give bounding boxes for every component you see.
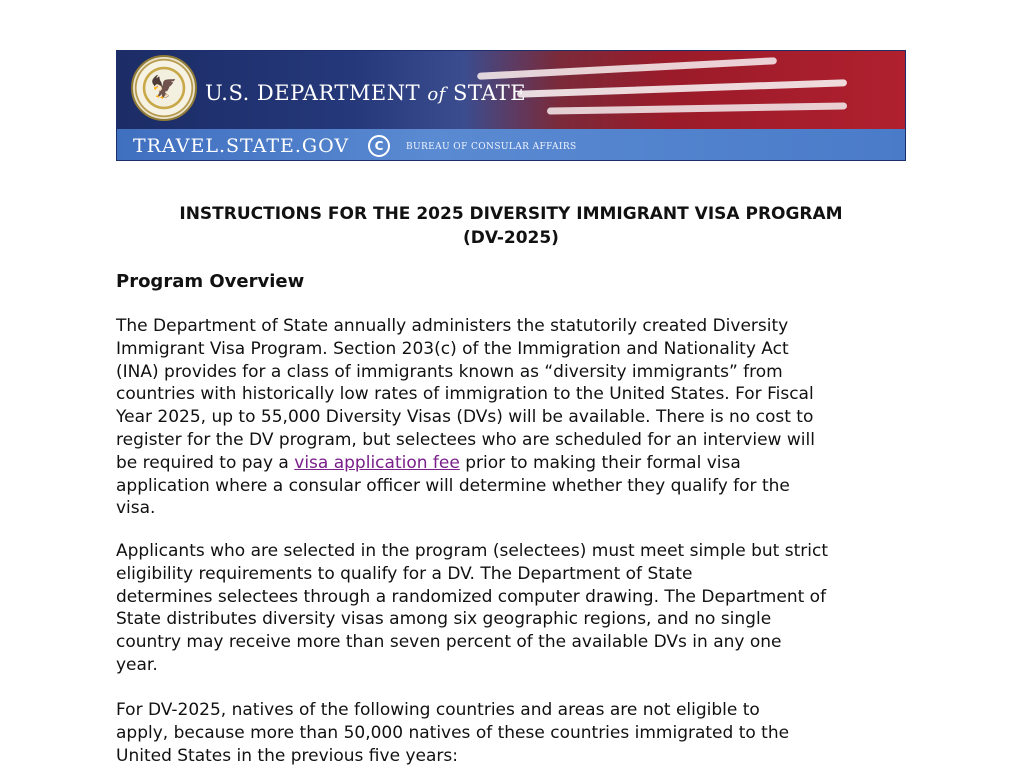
p3-line: United States in the previous five years: xyxy=(116,745,458,766)
ineligible-countries-paragraph xyxy=(116,699,906,767)
program-overview-heading: Program Overview xyxy=(116,271,305,292)
eagle-glyph: 🦅 xyxy=(150,75,178,101)
department-title: U.S. DEPARTMENT of STATE xyxy=(205,81,527,105)
p1-line: Year 2025, up to 55,000 Diversity Visas (DVs) will be available. There is no cost to xyxy=(116,407,814,428)
eagle-seal-icon xyxy=(131,55,197,121)
overview-paragraph xyxy=(116,315,906,520)
travel-state-gov-link[interactable]: TRAVEL.STATE.GOV xyxy=(133,135,350,157)
bureau-label: BUREAU OF CONSULAR AFFAIRS xyxy=(406,142,577,152)
p1-line: (INA) provides for a class of immigrants known as “diversity immigrants” from xyxy=(116,361,783,382)
p1-line: application where a consular officer will determine whether they qualify for the xyxy=(116,475,790,496)
p1-text: be required to pay a xyxy=(116,452,295,473)
p1-line: countries with historically low rates of immigration to the United States. For Fiscal xyxy=(116,384,814,405)
p2-line: Applicants who are selected in the program (selectees) must meet simple but strict xyxy=(116,541,828,561)
title-line-1: INSTRUCTIONS FOR THE 2025 DIVERSITY IMMIGRANT VISA PROGRAM xyxy=(179,204,843,224)
eligibility-paragraph xyxy=(116,540,906,677)
dos-banner xyxy=(116,50,906,161)
p2-line: eligibility requirements to qualify for a DV. The Department of State xyxy=(116,563,693,584)
visa-application-fee-link[interactable]: visa application fee xyxy=(294,452,460,473)
consular-c-icon: C xyxy=(368,135,390,157)
p1-line: visa. xyxy=(116,498,156,519)
p1-line: The Department of State annually administers the statutorily created Diversity xyxy=(116,316,789,336)
p2-line: year. xyxy=(116,654,158,675)
p2-line: country may receive more than seven percent of the available DVs in any one xyxy=(116,632,782,653)
p1-line: Immigrant Visa Program. Section 203(c) of the Immigration and Nationality Act xyxy=(116,338,789,359)
p3-line: For DV-2025, natives of the following countries and areas are not eligible to xyxy=(116,700,760,720)
p2-line: determines selectees through a randomized computer drawing. The Department of xyxy=(116,586,827,607)
p2-line: State distributes diversity visas among six geographic regions, and no single xyxy=(116,609,772,630)
p1-line-with-link xyxy=(116,452,906,475)
p1-text: prior to making their formal visa xyxy=(459,452,741,473)
p3-line: apply, because more than 50,000 natives of these countries immigrated to the xyxy=(116,722,790,743)
p1-line: register for the DV program, but selectees who are scheduled for an interview will xyxy=(116,429,815,450)
title-line-2: (DV-2025) xyxy=(463,228,559,248)
document-title xyxy=(116,202,906,250)
